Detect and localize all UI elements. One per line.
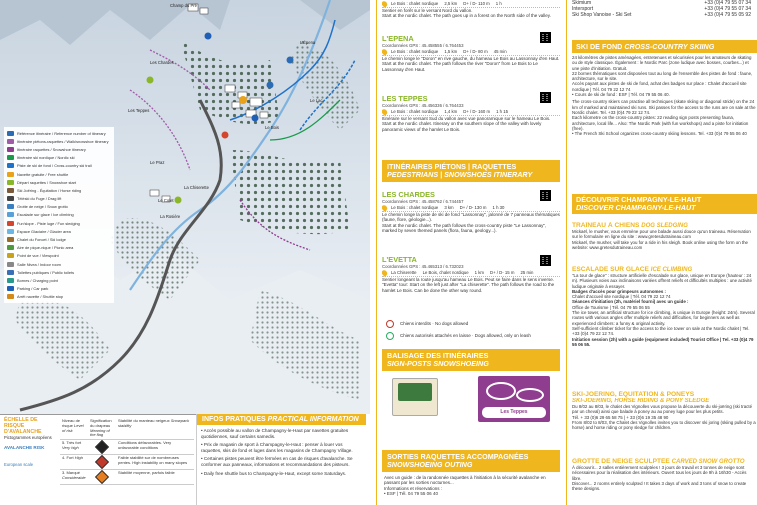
ice-title-en: ICE CLIMBING (650, 267, 693, 273)
avalanche-subtitle: Pictogrammes européens (4, 435, 52, 440)
dog-rule-leash (386, 329, 556, 342)
horse-text: Du 8/02 au 8/03, le chalet des Vignolles vous propose la découverte du ski-joëring (ski tracté par un cheval) ainsi que balade à poney au au poney luge pour les plus petits. (572, 404, 753, 415)
ski-body (572, 55, 757, 136)
shop-phone[interactable]: +33 (0)4 79 55 07 34 (704, 6, 751, 13)
balisage-banner-en: SIGN-POSTS SNOWSHOEING (387, 359, 489, 368)
legend-symbol-icon (7, 139, 14, 144)
dog-title-en: DOG SLEDGING (641, 223, 688, 229)
route-2-stats (382, 108, 560, 116)
route-0-dist: 2,5 km (444, 1, 458, 6)
legend-item (7, 285, 111, 293)
start-pin-icon (382, 0, 388, 7)
map-label-le-praz: Le Praz (150, 160, 165, 165)
route-0-time: 1 h (495, 1, 502, 6)
route2-1-time: 25 min (520, 270, 534, 275)
legend-item (7, 178, 111, 186)
pedestrian-banner-en: PEDESTRIANS | SNOWSHOES ITINERARY (387, 170, 533, 179)
route-1-dplus: D+ / D- 80 m (463, 49, 488, 54)
ice-badge2: Chalet d'accueil site nordique | Tél. 04 79 22 12 74 (572, 294, 671, 300)
map-label-epena: L'Épena (300, 40, 316, 45)
avalanche-en-subtitle: European scale (4, 462, 34, 467)
route-0-text-fr: Sentier en forêt sur le versant Nord du vallon. (382, 8, 473, 13)
route2-0-start: Le Bois : chalet nordique (391, 205, 439, 210)
avalanche-stability: Faible stabilité sur de nombreuses pentes. High instability on many slopes (118, 455, 188, 465)
avalanche-col2-en: Meaning of the flag (90, 427, 110, 438)
shop-name: Skimium (572, 0, 592, 6)
route2-0-title: LES CHARDES (382, 190, 435, 199)
dog-sledging (572, 222, 757, 250)
route2-1-stats (382, 269, 560, 277)
dog-rules (386, 318, 556, 342)
route2-0-stats (382, 204, 560, 212)
map-label-le-colet: Le Colet (158, 198, 174, 203)
avalanche-col1: Niveau de risque (62, 418, 81, 428)
route2-1-start: La Chiserette (391, 270, 417, 275)
legend-label: Escalade sur glace / Ice climbing (17, 212, 74, 218)
route2-0-text-en: Start at the nordic chalet. The path follows the cross-country piste "Le Lassonnay", marked by seven themed panels (flora, fauna, geology...). (382, 222, 547, 234)
route-1-text-fr: Le chemin longe le "Doron" en rive gauche, du hameau Le Bois au Lassonnay d'en Haut. (382, 56, 560, 61)
ski-banner-en: CROSS-COUNTRY SKIING (624, 42, 715, 51)
legend-item (7, 235, 111, 243)
shop-name: Ski Shop Vanoise - Ski Set (572, 12, 632, 19)
horse-title: SKI-JOËRING, ÉQUITATION & PONEYS (572, 391, 695, 398)
route2-0-text-fr: Le chemin longe la piste de ski de fond "Lassonnay", jalonné de 7 panneaux thématiques (faune, flore, géologie...). (382, 212, 560, 223)
avalanche-stability: Stabilité moyenne, parfois faible (118, 470, 175, 476)
legend-symbol-icon (7, 196, 14, 201)
sorties-text: Avec un guide : de la randonnée raquettes à l'initiation à la sécurité avalanche en passant par les sorties nocturnes... (384, 475, 546, 486)
avalanche-row (60, 470, 194, 485)
map-label-les-chardes: Les Chardes (150, 60, 174, 65)
grotto-title-en: CARVED SNOW GROTTO (671, 459, 745, 465)
ski-pass: Accès payant aux pistes de ski de fond, achat des badges sur place : Chalet d'accueil site nordique | Tél. 04 79 22 12 74 (572, 81, 747, 92)
ice-badge: Badges d'accès pour grimpeurs autonomes : (572, 288, 667, 294)
legend-label: Fun'slope - Piste luge / Fun sledging (17, 220, 80, 226)
start-pin-icon (382, 48, 388, 56)
sign-post-panel (392, 378, 438, 416)
sorties-banner-fr: SORTIES RAQUETTES ACCOMPAGNÉES (387, 452, 529, 461)
sign-label: Les Teppes (482, 407, 546, 418)
snowshoe-sign (478, 376, 550, 422)
ski-banner-fr: SKI DE FOND (576, 42, 623, 51)
route2-0-dplus: D+ / D- 130 m (459, 205, 487, 210)
legend-label: Piste de ski de fond / Cross-country ski trail (17, 163, 92, 169)
legend-item (7, 145, 111, 153)
route-evetta (382, 255, 560, 293)
qr-code-icon[interactable] (540, 255, 551, 266)
dog-text-en: Mickaël, the musher, will take you for a ride in his sleigh. Book online using the form on the website: www.gretesdutraineau.com (572, 239, 748, 250)
route-1-dist: 1,5 km (444, 49, 458, 54)
legend-item (7, 252, 111, 260)
sorties-banner-en: SNOWSHOEING OUTING (387, 460, 473, 469)
ice-text: "La tour de glace" : structure artificielle d'escalade sur glace, unique en Europe (hauteur : 24 m). Plusieurs voies aux inclinaisons variées offrent reliefs et difficultés multiples : une activité ludique originale à essayer. (572, 273, 752, 289)
practical-info-title: INFOS PRATIQUES (202, 416, 266, 423)
trail-map (0, 0, 370, 414)
balisage-banner-fr: BALISAGE DES ITINÉRAIRES (387, 351, 489, 360)
grotto-title-fr: GROTTE DE NEIGE SCULPTÉE (572, 458, 670, 465)
route-0-stats (382, 0, 560, 8)
sign-post-map-icon (398, 383, 432, 401)
qr-code-icon[interactable] (540, 190, 551, 201)
avalanche-level: 5. Très fort (62, 440, 82, 446)
legend-symbol-icon (7, 294, 14, 299)
ice-title-fr: ESCALADE SUR GLACE (572, 266, 649, 273)
dog-title-fr: TRAÎNEAU À CHIENS (572, 222, 640, 229)
legend-symbol-icon (7, 172, 14, 177)
legend-symbol-icon (7, 221, 14, 226)
route-2-text-en: Start at the nordic chalet. Itinerary on the southern slope of the valley with lovely panoramic views of the hamlet Le Bois. (382, 121, 542, 132)
shop-contact (572, 12, 757, 18)
route2-1-text-en: "Evetta" tour: Start on the left just after "La chiserette". The path follows the road to the hamlet Le Bois. Can be done the other way round. (382, 282, 555, 293)
route-2-dist: 1,4 km (444, 109, 458, 114)
pedestrian-banner-fr: ITINÉRAIRES PIÉTONS | RAQUETTES (387, 162, 517, 171)
avalanche-title: ÉCHELLE DE RISQUE D'AVALANCHE (4, 417, 42, 435)
route2-1-dist: 1 km (474, 270, 484, 275)
practical-info-p3: • Certaines pistes peuvent être fermées en cas de risques d'avalanche. Se conformer aux panneaux, informations et recommandations des pisteurs. (201, 456, 353, 467)
column-divider (376, 0, 377, 505)
leash-dog-icon (386, 332, 394, 340)
discover-banner (572, 194, 757, 214)
legend-symbol-icon (7, 278, 14, 283)
route-0-text-en: Start at the nordic chalet. The path goes up in a forest on the North side of the valley. (382, 13, 551, 19)
grotto-title (572, 458, 757, 465)
avalanche-scale (0, 414, 196, 505)
route2-0-coords: Coordonnées GPS : 45.458762 / 6.744457 (382, 199, 464, 204)
legend-label: Chalet du Foncet / Ski lodge (17, 237, 66, 243)
sorties-contact: • ESF | Tél. 04 79 55 06 40 (384, 491, 438, 497)
legend-item (7, 203, 111, 211)
legend-item (7, 244, 111, 252)
route-1-coords: Coordonnées GPS : 45.458555 / 6.764453 (382, 43, 464, 48)
practical-info-p4: • Daily free shuttle bus to Champagny-le-Haut, except some Saturdays. (201, 470, 347, 476)
itineraries-column (382, 0, 560, 505)
legend-label: Itinéraire piétons-raquettes / Walk/snowshoe itinerary (17, 138, 109, 144)
ski-text2: 22 bornes thématiques sont disposées tout au long de l'ensemble des pistes de fond : faune, architecture, sur le site. (572, 70, 753, 82)
start-pin-icon (382, 108, 388, 116)
shop-phone[interactable]: +33 (0)4 79 55 07 34 (704, 0, 751, 6)
map-label-la-rosiere: La Rosière (160, 214, 181, 219)
snowshoe-icon (516, 388, 544, 402)
shop-name: Intersport (572, 6, 594, 13)
ice-session2: Office de Tourisme | Tél. 04 79 55 06 55 (572, 304, 650, 310)
avalanche-row (60, 440, 194, 455)
avalanche-flag-icon (95, 440, 109, 454)
legend-item (7, 276, 111, 284)
avalanche-header-row (60, 418, 194, 440)
ski-banner (572, 40, 757, 53)
ski-text-fr: 24 kilomètres de pistes aménagées, entretenues et sécurisées pour les amateurs de skating ou de style classique. Également : le Nordic Parc (zone ludique avec bosses, courbes...) et une piste d'initiation. Gratuit. (572, 55, 752, 71)
route2-1-title: L'EVETTA (382, 255, 417, 264)
route-continued (382, 0, 560, 19)
avalanche-col2: Signification du drapeau (90, 418, 112, 428)
avalanche-flag-icon (95, 455, 109, 469)
avalanche-flag-icon (95, 470, 109, 484)
legend-symbol-icon (7, 229, 14, 234)
route-1-time: 45 min (493, 49, 507, 54)
dog-rule-forbidden-text: Chiens interdits · No dogs allowed (400, 320, 469, 326)
legend-label: Point de vue / Viewpoint (17, 253, 59, 259)
legend-label: Grotte de neige / Snow grotto (17, 204, 68, 210)
avalanche-level: 4. Fort (62, 455, 74, 461)
route-teppes (382, 94, 560, 132)
route-2-time: 1 h 15 (496, 109, 509, 114)
legend-symbol-icon (7, 270, 14, 275)
shop-contacts (572, 0, 757, 19)
legend-label: Ski Joëring - Équitation / Horse riding (17, 187, 82, 193)
legend-item (7, 154, 111, 162)
route-1-start: Le Bois : chalet nordique (391, 49, 439, 54)
legend-item (7, 293, 111, 301)
legend-symbol-icon (7, 204, 14, 209)
avalanche-col3: Stabilité du manteau neigeux (118, 418, 170, 423)
ski-esf: • Cours de ski de fond : ESF | Tél. 04 79 55 06 40. (572, 92, 670, 98)
no-dogs-icon (386, 320, 394, 328)
dog-rule-leash-text: Chiens autorisés attachés en laisse · Dogs allowed, only on leash (400, 332, 531, 338)
avalanche-level: 3. Marqué (62, 470, 81, 476)
map-label-le-bois: Le Bois (265, 125, 279, 130)
avalanche-col1-en: Level of risk (62, 422, 84, 433)
legend-label: Navette gratuite / Free shuttle (17, 171, 69, 177)
route-chardes (382, 190, 560, 234)
horse-en: From 8/02 to 8/03, the Chalet des Vignolles invites you to discover ski joring (skiing pulled by a horse) and horse riding or pony sledge for children. (572, 419, 756, 431)
sorties-body (384, 475, 558, 497)
legend-item (7, 162, 111, 170)
avalanche-en-title: AVALANCHE RISK (4, 445, 45, 450)
legend-item (7, 137, 111, 145)
avalanche-level-en: High (74, 455, 83, 461)
legend-item (7, 268, 111, 276)
legend-label: Référence itinéraire / Reference number of itinerary (17, 130, 106, 136)
grotto-text: À découvrir... 2 salles entièrement sculptées ! 3 jours de travail et 3 tonnes de neige sont nécessaires pour la réalisation des intérieurs. Ouvert tous les jours de 9h à 16h30 - Accès libre. (572, 465, 747, 481)
avalanche-stability: Conditions défavorables. Very unfavorable conditions (118, 440, 172, 450)
legend-item (7, 195, 111, 203)
route-epena (382, 34, 560, 72)
practical-info-title-en: PRACTICAL INFORMATION (267, 416, 359, 423)
ice-title (572, 266, 757, 273)
legend-label: Bornes / Charging point (17, 277, 58, 283)
legend-item (7, 170, 111, 178)
dog-text: Mickaël, le musher, vous emmène pour une balade aussi douce qu'un traineau. Réservation sur le formulaire en ligne du site : www.gretesdutraineau.com (572, 229, 751, 240)
ski-text-en: The cross-country skiers can practise all techniques (skate skiing or diagonal stride) on the 24 km of marked and maintained ski runs. Ski passes for the access to the runs are on sale at the Nordic chalet. Tel. +33 (0)4 79 22 12 74. (572, 99, 756, 115)
ice-text-en: The ice tower, an artificial structure for ice climbing, is unique in Europe (height: 24m). Several routes with various angles offer multiple reliefs and difficulties, for beginners as well as experienced climbers: a funny & original activity. (572, 310, 755, 326)
legend-label: Parking / Car park (17, 286, 49, 292)
route-1-title: L'EPENA (382, 34, 414, 43)
sorties-banner (382, 450, 560, 472)
activities-column (572, 0, 757, 505)
avalanche-level-en: Very high (62, 444, 79, 450)
grotto-en: Discover... 2 rooms entirely sculpted ! It takes 3 days of work and 3 tons of snow to create these designs. (572, 480, 747, 492)
legend-symbol-icon (7, 253, 14, 258)
horse-riding (572, 391, 757, 430)
sorties-info: Informations et réservations : (384, 485, 443, 491)
map-legend (4, 127, 114, 303)
route-2-coords: Coordonnées GPS : 45.456336 / 6.764433 (382, 103, 464, 108)
legend-label: Espace Glaciaire / Glacier area (17, 228, 71, 234)
route-0-start: Le Bois : chalet nordique (391, 1, 439, 6)
start-pin-icon (382, 204, 388, 212)
avalanche-table (60, 418, 194, 485)
route2-0-time: 1 h 30 (492, 205, 505, 210)
legend-item (7, 129, 111, 137)
legend-symbol-icon (7, 286, 14, 291)
legend-label: Arrêt navette / Shuttle stop (17, 294, 64, 300)
route-0-dplus: D+ / D- 110 m (463, 1, 490, 6)
legend-label: Salle Nivea / Indoor room (17, 261, 61, 267)
route2-1-coords: Coordonnées GPS : 45.465313 / 6.732023 (382, 264, 464, 269)
discover-banner-fr: DÉCOUVRIR CHAMPAGNY-LE-HAUT (576, 195, 702, 204)
practical-info (196, 414, 366, 505)
ice-climbing (572, 266, 757, 347)
practical-info-p1: • Accès possible au vallon de Champagny-le-Haut par navettes gratuites quotidiennes, sauf certains samedis. (201, 428, 349, 439)
ski-text-en2: Each kilometre on the cross-country pistes: 22 reading sign posts presenting fauna, architecture, local life... Also: The Nordic Park (with fun workshops) and a piste for initiation (free). (572, 115, 749, 131)
legend-label: Toilettes publiques / Public toilets (17, 269, 75, 275)
practical-info-banner (197, 414, 366, 425)
map-label-les-teppes: Les Teppes (128, 108, 150, 113)
ice-session: Séances d'initiation (2h, matériel fourni) avec un guide : (572, 299, 689, 305)
ice-self: Self-sufficient climber ticket for the access to the ice tower on sale at the Nordic chalet | Tel. +33 (0)4 79 22 12 74. (572, 325, 750, 337)
legend-symbol-icon (7, 262, 14, 267)
snow-grotto (572, 458, 757, 491)
legend-label: Téléski du Fuge / Drag lift (17, 196, 62, 202)
avalanche-row (60, 455, 194, 470)
route-1-stats (382, 48, 560, 56)
ice-init: Initiation session (2h) with a guide (equipment included) Tourist Office | Tel. +33 (0)4 79 55 06 55. (572, 336, 754, 347)
route-2-dplus: D+ / D- 160 m (463, 109, 491, 114)
legend-symbol-icon (7, 245, 14, 250)
ski-french: • The French Ski School organizes cross-country skiing lessons. Tel. +33 (0)4 79 55 06 40 (572, 131, 747, 137)
legend-symbol-icon (7, 180, 14, 185)
legend-symbol-icon (7, 155, 14, 160)
horse-title-en: SKI-JOERING, HORSE RIDING & PONY SLEDGE (572, 398, 710, 404)
legend-label: Itinéraire ski nordique / Nordic ski (17, 155, 75, 161)
balisage-banner (382, 349, 560, 371)
legend-symbol-icon (7, 131, 14, 136)
start-pin-icon (382, 269, 388, 277)
legend-label: Itinéraire raquettes / Snowshoe itinerary (17, 146, 86, 152)
shop-phone[interactable]: +33 (0)4 79 55 05 92 (704, 12, 751, 19)
route-2-start: Le Bois : chalet nordique (391, 109, 439, 114)
qr-code-icon[interactable] (540, 92, 551, 103)
avalanche-col3-en: Snowpack stability (118, 418, 190, 428)
legend-symbol-icon (7, 163, 14, 168)
map-label-la-chiserette: La Chiserette (184, 185, 209, 190)
column-divider (566, 0, 567, 505)
avalanche-rows (60, 440, 194, 485)
route2-0-dist: 3 km (444, 205, 454, 210)
legend-symbol-icon (7, 212, 14, 217)
horse-tel: Tél. + 33 (0)6 29 65 58 75 | + 33 (0)6 19 35 48 90 (572, 414, 669, 420)
legend-symbol-icon (7, 147, 14, 152)
route2-1-text-fr: Sentier longeant la route jusqu'au hameau Le Bois. Peut se faire dans le sens inverse. (382, 277, 554, 282)
route-2-title: LES TEPPES (382, 94, 428, 103)
legend-item (7, 186, 111, 194)
legend-item (7, 260, 111, 268)
dog-title (572, 222, 757, 229)
map-label-le-lac: Le Lac (310, 98, 323, 103)
legend-item (7, 227, 111, 235)
avalanche-level-en: Considerable (62, 474, 86, 480)
legend-item (7, 219, 111, 227)
route-2-text-fr: Itinéraire sur le versant Sud du vallon avec vue panoramique sur le hameau Le Bois. (382, 116, 551, 121)
legend-item (7, 211, 111, 219)
legend-symbol-icon (7, 188, 14, 193)
route2-1-end: Le Bois, chalet nordique (422, 270, 469, 275)
legend-label: Aire de pique-nique / Picnic area (17, 245, 74, 251)
qr-code-icon[interactable] (540, 32, 551, 43)
route2-1-dplus: D+ / D- 15 m (489, 270, 515, 275)
map-label-champ-du-pre: Champ du Pré (170, 3, 197, 8)
legend-label: Départ raquettes / Snowshoe start (17, 179, 77, 185)
dog-rule-forbidden (386, 318, 556, 329)
snowshoe-icon (486, 382, 516, 400)
pedestrian-banner (382, 160, 560, 182)
discover-banner-en: DISCOVER CHAMPAGNY-LE-HAUT (576, 203, 696, 212)
practical-info-p2: • Prix de magasin de sport à Champagny-le-Haut : penser à louer vos raquettes, skis de fond et luges dans les magasins de Champagny Village. (201, 442, 353, 453)
legend-symbol-icon (7, 237, 14, 242)
route-1-text-en: Start at the nordic chalet. The path follows the river "Doron" from Le Bois to Le Lassonnay d'en Haut. (382, 61, 538, 72)
